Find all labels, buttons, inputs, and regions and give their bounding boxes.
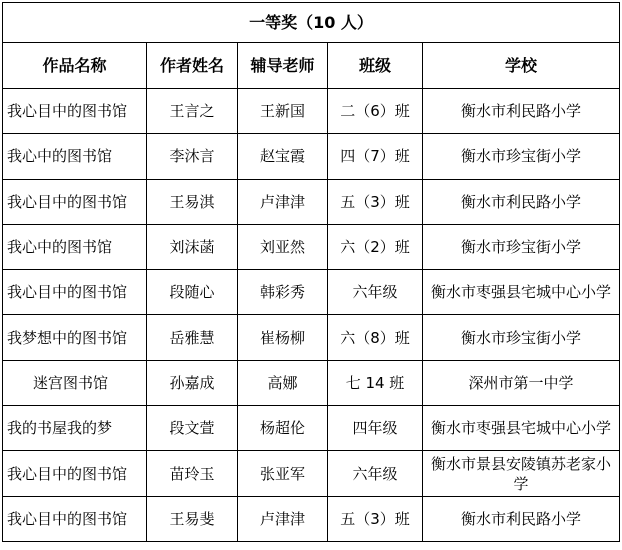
class-cell: 六（2）班	[328, 224, 423, 269]
table-row	[3, 315, 620, 360]
school-cell: 衡水市利民路小学	[423, 179, 620, 224]
teacher-cell: 张亚军	[238, 451, 328, 496]
class-cell: 七 14 班	[328, 360, 423, 405]
work-title-cell: 我心目中的图书馆	[3, 89, 147, 134]
school-cell: 衡水市利民路小学	[423, 496, 620, 541]
teacher-cell: 杨超伦	[238, 406, 328, 451]
school-cell: 衡水市珍宝街小学	[423, 134, 620, 179]
author-cell: 王易斐	[147, 496, 238, 541]
school-cell: 衡水市枣强县宅城中心小学	[423, 270, 620, 315]
table-row	[3, 270, 620, 315]
author-cell: 岳雅慧	[147, 315, 238, 360]
teacher-cell: 高娜	[238, 360, 328, 405]
work-title-cell: 我心目中的图书馆	[3, 270, 147, 315]
school-cell: 衡水市景县安陵镇苏老家小学	[423, 451, 620, 496]
class-cell: 六年级	[328, 451, 423, 496]
teacher-cell: 王新国	[238, 89, 328, 134]
table-row	[3, 179, 620, 224]
table-row	[3, 451, 620, 496]
class-cell: 二（6）班	[328, 89, 423, 134]
author-cell: 段随心	[147, 270, 238, 315]
teacher-cell: 刘亚然	[238, 224, 328, 269]
table-row	[3, 224, 620, 269]
table-row	[3, 406, 620, 451]
author-cell: 孙嘉成	[147, 360, 238, 405]
class-cell: 五（3）班	[328, 496, 423, 541]
award-table	[2, 2, 620, 542]
school-cell: 衡水市珍宝街小学	[423, 224, 620, 269]
teacher-cell: 卢津津	[238, 179, 328, 224]
author-cell: 刘沫菡	[147, 224, 238, 269]
title-row	[3, 3, 620, 43]
teacher-cell: 卢津津	[238, 496, 328, 541]
teacher-cell: 韩彩秀	[238, 270, 328, 315]
column-header-school: 学校	[423, 43, 620, 89]
author-cell: 王言之	[147, 89, 238, 134]
author-cell: 王易淇	[147, 179, 238, 224]
author-cell: 段文萱	[147, 406, 238, 451]
header-row	[3, 43, 620, 89]
school-cell: 深州市第一中学	[423, 360, 620, 405]
class-cell: 五（3）班	[328, 179, 423, 224]
table-row	[3, 89, 620, 134]
table-row	[3, 496, 620, 541]
class-cell: 六年级	[328, 270, 423, 315]
work-title-cell: 我梦想中的图书馆	[3, 315, 147, 360]
table-row	[3, 360, 620, 405]
table-row	[3, 134, 620, 179]
column-header-teacher: 辅导老师	[238, 43, 328, 89]
author-cell: 苗玲玉	[147, 451, 238, 496]
table-title: 一等奖（10 人）	[3, 3, 620, 43]
class-cell: 四（7）班	[328, 134, 423, 179]
school-cell: 衡水市珍宝街小学	[423, 315, 620, 360]
work-title-cell: 我心目中的图书馆	[3, 179, 147, 224]
work-title-cell: 我心中的图书馆	[3, 224, 147, 269]
teacher-cell: 崔杨柳	[238, 315, 328, 360]
author-cell: 李沐言	[147, 134, 238, 179]
school-cell: 衡水市利民路小学	[423, 89, 620, 134]
work-title-cell: 迷宫图书馆	[3, 360, 147, 405]
work-title-cell: 我心目中的图书馆	[3, 496, 147, 541]
column-header-work: 作品名称	[3, 43, 147, 89]
class-cell: 四年级	[328, 406, 423, 451]
work-title-cell: 我心目中的图书馆	[3, 451, 147, 496]
class-cell: 六（8）班	[328, 315, 423, 360]
work-title-cell: 我心中的图书馆	[3, 134, 147, 179]
column-header-class: 班级	[328, 43, 423, 89]
column-header-author: 作者姓名	[147, 43, 238, 89]
work-title-cell: 我的书屋我的梦	[3, 406, 147, 451]
teacher-cell: 赵宝霞	[238, 134, 328, 179]
school-cell: 衡水市枣强县宅城中心小学	[423, 406, 620, 451]
